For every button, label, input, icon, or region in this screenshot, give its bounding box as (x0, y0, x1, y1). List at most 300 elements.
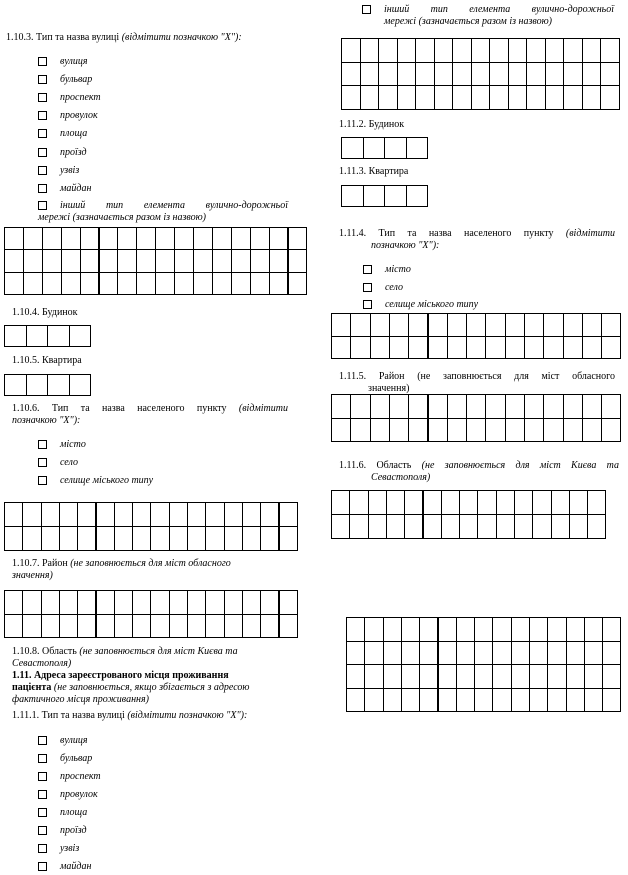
grid-cell[interactable] (474, 664, 493, 689)
grid-cell[interactable] (543, 336, 563, 360)
grid-cell[interactable] (260, 502, 279, 527)
grid-cell[interactable] (508, 62, 528, 87)
grid-cell[interactable] (231, 272, 251, 295)
grid-cell[interactable] (279, 590, 298, 615)
grid-cell[interactable] (114, 502, 133, 527)
grid-cell[interactable] (169, 590, 188, 615)
grid-cell[interactable] (212, 272, 232, 295)
grid-cell[interactable] (242, 526, 261, 551)
grid-cell[interactable] (404, 490, 423, 515)
grid-cell[interactable] (492, 664, 511, 689)
grid-cell[interactable] (466, 313, 486, 337)
house-grid[interactable] (4, 325, 90, 346)
grid-cell[interactable] (4, 325, 27, 347)
checkbox[interactable] (362, 5, 371, 14)
grid-cell[interactable] (406, 137, 429, 159)
grid-cell[interactable] (370, 418, 390, 443)
grid-cell[interactable] (150, 614, 169, 639)
grid-cell[interactable] (346, 664, 365, 689)
grid-cell[interactable] (474, 641, 493, 666)
grid-cell[interactable] (408, 394, 428, 419)
grid-cell[interactable] (260, 526, 279, 551)
checkbox[interactable] (363, 283, 372, 292)
grid-cell[interactable] (279, 526, 298, 551)
grid-cell[interactable] (341, 85, 361, 110)
grid-cell[interactable] (563, 336, 583, 360)
grid-cell[interactable] (584, 664, 603, 689)
grid-cell[interactable] (26, 325, 49, 347)
grid-cell[interactable] (600, 62, 620, 87)
grid-cell[interactable] (582, 313, 602, 337)
grid-cell[interactable] (406, 185, 429, 207)
grid-cell[interactable] (447, 394, 467, 419)
grid-cell[interactable] (408, 418, 428, 443)
grid-cell[interactable] (466, 336, 486, 360)
grid-cell[interactable] (150, 590, 169, 615)
grid-cell[interactable] (441, 514, 460, 539)
grid-cell[interactable] (42, 227, 62, 250)
grid-cell[interactable] (474, 617, 493, 642)
settlement-name-grid[interactable] (4, 502, 297, 550)
grid-cell[interactable] (288, 272, 308, 295)
grid-cell[interactable] (587, 490, 606, 515)
grid-cell[interactable] (563, 418, 583, 443)
grid-cell[interactable] (545, 38, 565, 63)
grid-cell[interactable] (224, 502, 243, 527)
grid-cell[interactable] (350, 418, 370, 443)
grid-cell[interactable] (59, 614, 78, 639)
grid-cell[interactable] (331, 394, 351, 419)
grid-cell[interactable] (428, 394, 448, 419)
reg-region-grid[interactable] (331, 490, 606, 538)
grid-cell[interactable] (492, 641, 511, 666)
grid-cell[interactable] (378, 62, 398, 87)
grid-cell[interactable] (368, 490, 387, 515)
grid-cell[interactable] (212, 249, 232, 272)
grid-cell[interactable] (485, 336, 505, 360)
grid-cell[interactable] (563, 38, 583, 63)
grid-cell[interactable] (363, 137, 386, 159)
grid-cell[interactable] (187, 526, 206, 551)
grid-cell[interactable] (408, 313, 428, 337)
grid-cell[interactable] (524, 418, 544, 443)
grid-cell[interactable] (193, 249, 213, 272)
grid-cell[interactable] (438, 617, 457, 642)
grid-cell[interactable] (471, 38, 491, 63)
grid-cell[interactable] (288, 227, 308, 250)
grid-cell[interactable] (602, 688, 621, 713)
grid-cell[interactable] (587, 514, 606, 539)
grid-cell[interactable] (205, 526, 224, 551)
grid-cell[interactable] (566, 617, 585, 642)
grid-cell[interactable] (260, 614, 279, 639)
district-grid[interactable] (4, 590, 297, 637)
grid-cell[interactable] (242, 502, 261, 527)
grid-cell[interactable] (456, 641, 475, 666)
grid-cell[interactable] (466, 394, 486, 419)
grid-cell[interactable] (456, 617, 475, 642)
grid-cell[interactable] (529, 617, 548, 642)
grid-cell[interactable] (155, 227, 175, 250)
grid-cell[interactable] (505, 418, 525, 443)
grid-cell[interactable] (350, 336, 370, 360)
reg-district-grid[interactable] (331, 394, 621, 441)
grid-cell[interactable] (438, 641, 457, 666)
checkbox[interactable] (38, 129, 47, 138)
grid-cell[interactable] (174, 272, 194, 295)
grid-cell[interactable] (584, 688, 603, 713)
grid-cell[interactable] (428, 418, 448, 443)
grid-cell[interactable] (346, 617, 365, 642)
grid-cell[interactable] (61, 249, 81, 272)
reg-settlement-name-grid[interactable] (331, 313, 621, 358)
checkbox[interactable] (38, 736, 47, 745)
grid-cell[interactable] (41, 590, 60, 615)
grid-cell[interactable] (96, 526, 115, 551)
grid-cell[interactable] (331, 336, 351, 360)
grid-cell[interactable] (514, 490, 533, 515)
grid-cell[interactable] (378, 38, 398, 63)
grid-cell[interactable] (401, 641, 420, 666)
grid-cell[interactable] (360, 62, 380, 87)
checkbox[interactable] (38, 148, 47, 157)
grid-cell[interactable] (584, 617, 603, 642)
grid-cell[interactable] (205, 590, 224, 615)
grid-cell[interactable] (231, 249, 251, 272)
grid-cell[interactable] (496, 490, 515, 515)
grid-cell[interactable] (169, 526, 188, 551)
grid-cell[interactable] (508, 38, 528, 63)
grid-cell[interactable] (364, 617, 383, 642)
grid-cell[interactable] (529, 664, 548, 689)
reg-apartment-grid[interactable] (341, 185, 427, 206)
grid-cell[interactable] (349, 490, 368, 515)
grid-cell[interactable] (22, 590, 41, 615)
checkbox[interactable] (38, 93, 47, 102)
grid-cell[interactable] (471, 62, 491, 87)
grid-cell[interactable] (601, 313, 621, 337)
grid-cell[interactable] (96, 614, 115, 639)
grid-cell[interactable] (132, 590, 151, 615)
checkbox[interactable] (38, 458, 47, 467)
checkbox[interactable] (363, 265, 372, 274)
grid-cell[interactable] (582, 394, 602, 419)
reg-street-name-grid[interactable] (341, 38, 619, 109)
grid-cell[interactable] (547, 617, 566, 642)
grid-cell[interactable] (545, 62, 565, 87)
grid-cell[interactable] (383, 641, 402, 666)
grid-cell[interactable] (99, 227, 119, 250)
grid-cell[interactable] (602, 641, 621, 666)
grid-cell[interactable] (569, 514, 588, 539)
grid-cell[interactable] (563, 313, 583, 337)
grid-cell[interactable] (378, 85, 398, 110)
grid-cell[interactable] (174, 227, 194, 250)
grid-cell[interactable] (42, 272, 62, 295)
grid-cell[interactable] (269, 227, 289, 250)
grid-cell[interactable] (566, 688, 585, 713)
grid-cell[interactable] (434, 85, 454, 110)
grid-cell[interactable] (485, 418, 505, 443)
grid-cell[interactable] (419, 688, 438, 713)
grid-cell[interactable] (401, 664, 420, 689)
grid-cell[interactable] (370, 336, 390, 360)
grid-cell[interactable] (80, 272, 100, 295)
grid-cell[interactable] (187, 590, 206, 615)
grid-cell[interactable] (397, 38, 417, 63)
grid-cell[interactable] (205, 614, 224, 639)
grid-cell[interactable] (4, 249, 24, 272)
grid-cell[interactable] (224, 590, 243, 615)
grid-cell[interactable] (80, 249, 100, 272)
checkbox[interactable] (363, 300, 372, 309)
grid-cell[interactable] (341, 62, 361, 87)
grid-cell[interactable] (447, 418, 467, 443)
grid-cell[interactable] (389, 313, 409, 337)
grid-cell[interactable] (61, 272, 81, 295)
grid-cell[interactable] (77, 526, 96, 551)
grid-cell[interactable] (569, 490, 588, 515)
grid-cell[interactable] (341, 185, 364, 207)
grid-cell[interactable] (600, 38, 620, 63)
grid-cell[interactable] (205, 502, 224, 527)
grid-cell[interactable] (419, 617, 438, 642)
grid-cell[interactable] (397, 85, 417, 110)
grid-cell[interactable] (288, 249, 308, 272)
grid-cell[interactable] (438, 688, 457, 713)
grid-cell[interactable] (187, 614, 206, 639)
grid-cell[interactable] (59, 526, 78, 551)
grid-cell[interactable] (363, 185, 386, 207)
grid-cell[interactable] (563, 85, 583, 110)
grid-cell[interactable] (114, 590, 133, 615)
street-name-grid[interactable] (4, 227, 306, 294)
grid-cell[interactable] (423, 514, 442, 539)
grid-cell[interactable] (601, 394, 621, 419)
grid-cell[interactable] (383, 664, 402, 689)
grid-cell[interactable] (77, 614, 96, 639)
grid-cell[interactable] (260, 590, 279, 615)
grid-cell[interactable] (452, 62, 472, 87)
grid-cell[interactable] (524, 394, 544, 419)
grid-cell[interactable] (452, 85, 472, 110)
grid-cell[interactable] (360, 85, 380, 110)
grid-cell[interactable] (132, 502, 151, 527)
grid-cell[interactable] (423, 490, 442, 515)
grid-cell[interactable] (132, 614, 151, 639)
grid-cell[interactable] (77, 590, 96, 615)
grid-cell[interactable] (447, 336, 467, 360)
grid-cell[interactable] (370, 394, 390, 419)
grid-cell[interactable] (174, 249, 194, 272)
grid-cell[interactable] (404, 514, 423, 539)
grid-cell[interactable] (136, 227, 156, 250)
grid-cell[interactable] (114, 526, 133, 551)
checkbox[interactable] (38, 111, 47, 120)
grid-cell[interactable] (364, 664, 383, 689)
grid-cell[interactable] (529, 641, 548, 666)
grid-cell[interactable] (59, 502, 78, 527)
checkbox[interactable] (38, 57, 47, 66)
grid-cell[interactable] (547, 688, 566, 713)
grid-cell[interactable] (438, 664, 457, 689)
grid-cell[interactable] (22, 526, 41, 551)
grid-cell[interactable] (42, 249, 62, 272)
grid-cell[interactable] (4, 614, 23, 639)
grid-cell[interactable] (485, 394, 505, 419)
apartment-grid[interactable] (4, 374, 90, 395)
grid-cell[interactable] (505, 313, 525, 337)
grid-cell[interactable] (582, 418, 602, 443)
grid-cell[interactable] (489, 62, 509, 87)
grid-cell[interactable] (155, 249, 175, 272)
checkbox[interactable] (38, 166, 47, 175)
grid-cell[interactable] (224, 526, 243, 551)
grid-cell[interactable] (602, 617, 621, 642)
grid-cell[interactable] (4, 502, 23, 527)
grid-cell[interactable] (434, 38, 454, 63)
grid-cell[interactable] (346, 641, 365, 666)
checkbox[interactable] (38, 201, 47, 210)
grid-cell[interactable] (23, 227, 43, 250)
grid-cell[interactable] (99, 272, 119, 295)
grid-cell[interactable] (331, 490, 350, 515)
reg-house-grid[interactable] (341, 137, 427, 158)
grid-cell[interactable] (582, 85, 602, 110)
grid-cell[interactable] (386, 490, 405, 515)
grid-cell[interactable] (150, 502, 169, 527)
grid-cell[interactable] (117, 227, 137, 250)
grid-cell[interactable] (331, 514, 350, 539)
grid-cell[interactable] (543, 418, 563, 443)
grid-cell[interactable] (415, 85, 435, 110)
grid-cell[interactable] (41, 502, 60, 527)
grid-cell[interactable] (22, 502, 41, 527)
grid-cell[interactable] (524, 313, 544, 337)
grid-cell[interactable] (364, 688, 383, 713)
grid-cell[interactable] (4, 590, 23, 615)
grid-cell[interactable] (485, 313, 505, 337)
grid-cell[interactable] (69, 325, 92, 347)
grid-cell[interactable] (543, 313, 563, 337)
grid-cell[interactable] (47, 374, 70, 396)
grid-cell[interactable] (401, 688, 420, 713)
grid-cell[interactable] (547, 664, 566, 689)
grid-cell[interactable] (408, 336, 428, 360)
grid-cell[interactable] (193, 227, 213, 250)
grid-cell[interactable] (456, 664, 475, 689)
grid-cell[interactable] (150, 526, 169, 551)
grid-cell[interactable] (511, 617, 530, 642)
grid-cell[interactable] (61, 227, 81, 250)
grid-cell[interactable] (250, 272, 270, 295)
grid-cell[interactable] (566, 664, 585, 689)
grid-cell[interactable] (466, 418, 486, 443)
grid-cell[interactable] (26, 374, 49, 396)
grid-cell[interactable] (532, 490, 551, 515)
grid-cell[interactable] (331, 313, 351, 337)
grid-cell[interactable] (341, 137, 364, 159)
grid-cell[interactable] (23, 272, 43, 295)
grid-cell[interactable] (524, 336, 544, 360)
checkbox[interactable] (38, 772, 47, 781)
grid-cell[interactable] (526, 38, 546, 63)
grid-cell[interactable] (346, 688, 365, 713)
grid-cell[interactable] (242, 590, 261, 615)
grid-cell[interactable] (41, 526, 60, 551)
grid-cell[interactable] (370, 313, 390, 337)
grid-cell[interactable] (269, 249, 289, 272)
grid-cell[interactable] (474, 688, 493, 713)
grid-cell[interactable] (383, 688, 402, 713)
grid-cell[interactable] (193, 272, 213, 295)
grid-cell[interactable] (492, 617, 511, 642)
grid-cell[interactable] (514, 514, 533, 539)
grid-cell[interactable] (582, 62, 602, 87)
grid-cell[interactable] (389, 418, 409, 443)
reg-other-street-type-option[interactable]: інший тип елемента вулично-дорожньої мережі (зазначається разом із назвою) (362, 4, 614, 28)
grid-cell[interactable] (563, 394, 583, 419)
checkbox[interactable] (38, 862, 47, 871)
grid-cell[interactable] (269, 272, 289, 295)
grid-cell[interactable] (566, 641, 585, 666)
grid-cell[interactable] (364, 641, 383, 666)
grid-cell[interactable] (250, 227, 270, 250)
grid-cell[interactable] (169, 502, 188, 527)
grid-cell[interactable] (529, 688, 548, 713)
grid-cell[interactable] (350, 313, 370, 337)
checkbox[interactable] (38, 476, 47, 485)
grid-cell[interactable] (511, 688, 530, 713)
checkbox[interactable] (38, 184, 47, 193)
grid-cell[interactable] (434, 62, 454, 87)
grid-cell[interactable] (23, 249, 43, 272)
grid-cell[interactable] (459, 514, 478, 539)
other-street-type-option[interactable]: інший тип елемента вулично-дорожньої мережі (зазначається разом із назвою) (38, 200, 288, 223)
grid-cell[interactable] (489, 85, 509, 110)
grid-cell[interactable] (169, 614, 188, 639)
checkbox[interactable] (38, 754, 47, 763)
grid-cell[interactable] (80, 227, 100, 250)
grid-cell[interactable] (114, 614, 133, 639)
grid-cell[interactable] (279, 502, 298, 527)
grid-cell[interactable] (459, 490, 478, 515)
grid-cell[interactable] (187, 502, 206, 527)
grid-cell[interactable] (41, 614, 60, 639)
grid-cell[interactable] (77, 502, 96, 527)
grid-cell[interactable] (428, 313, 448, 337)
grid-cell[interactable] (428, 336, 448, 360)
grid-cell[interactable] (602, 664, 621, 689)
grid-cell[interactable] (136, 249, 156, 272)
extra-grid[interactable] (346, 617, 621, 711)
grid-cell[interactable] (447, 313, 467, 337)
grid-cell[interactable] (389, 394, 409, 419)
grid-cell[interactable] (600, 85, 620, 110)
grid-cell[interactable] (582, 38, 602, 63)
grid-cell[interactable] (511, 641, 530, 666)
grid-cell[interactable] (341, 38, 361, 63)
grid-cell[interactable] (384, 185, 407, 207)
grid-cell[interactable] (231, 227, 251, 250)
grid-cell[interactable] (136, 272, 156, 295)
grid-cell[interactable] (22, 614, 41, 639)
grid-cell[interactable] (471, 85, 491, 110)
grid-cell[interactable] (96, 590, 115, 615)
grid-cell[interactable] (419, 641, 438, 666)
grid-cell[interactable] (543, 394, 563, 419)
grid-cell[interactable] (349, 514, 368, 539)
